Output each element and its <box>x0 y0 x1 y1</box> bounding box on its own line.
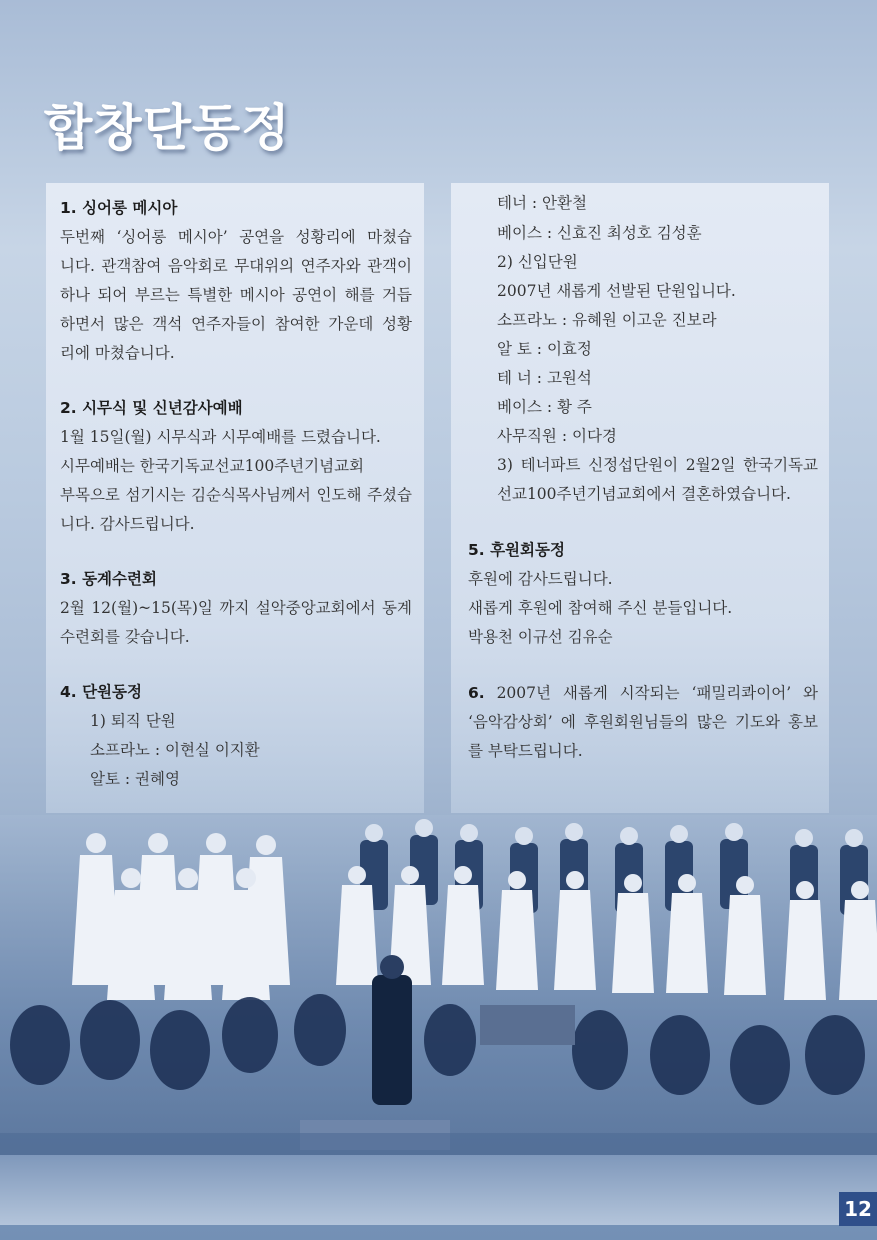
page-number: 12 <box>839 1192 877 1226</box>
text-line: 테 너 : 고원석 <box>497 369 592 387</box>
text-line: 니다. 관객참여 음악회로 무대위의 연주자와 관객이 <box>60 257 412 275</box>
section-heading-winter-retreat: 3. 동계수련회 <box>60 570 157 588</box>
text-line: 3) 테너파트 신정섭단원이 2월2일 한국기독교 <box>497 456 818 474</box>
text-line: 리에 마쳤습니다. <box>60 344 175 362</box>
text-span: 2007년 새롭게 시작되는 ‘패밀리콰이어’ 와 <box>484 684 818 702</box>
page-title: 합창단동정 <box>44 99 291 157</box>
text-line: 하면서 많은 객석 연주자들이 참여한 가운데 성황 <box>60 315 412 333</box>
text-line: 2007년 새롭게 선발된 단원입니다. <box>497 282 736 300</box>
text-line: 부목으로 섬기시는 김순식목사님께서 인도해 주셨습 <box>60 486 412 504</box>
text-line: 2) 신입단원 <box>497 253 578 271</box>
text-line: 사무직원 : 이다경 <box>497 427 617 445</box>
text-line: 2월 12(월)~15(목)일 까지 설악중앙교회에서 동계 <box>60 599 412 617</box>
text-line: 테너 : 안환철 <box>497 194 587 212</box>
text-line: 1월 15일(월) 시무식과 시무예배를 드렸습니다. <box>60 428 381 446</box>
text-line: 하나 되어 부르는 특별한 메시아 공연이 해를 거듭 <box>60 286 412 304</box>
text-line: 새롭게 후원에 참여해 주신 분들입니다. <box>468 599 733 617</box>
choir-orchestra-illustration <box>0 815 877 1225</box>
text-line: 니다. 감사드립니다. <box>60 515 195 533</box>
section-number-6: 6. <box>468 684 485 702</box>
text-line: 알 토 : 이효정 <box>497 340 592 358</box>
section-heading-supporters: 5. 후원회동정 <box>468 541 565 559</box>
text-line: 선교100주년기념교회에서 결혼하였습니다. <box>497 485 791 503</box>
text-line <box>468 683 818 703</box>
text-line: 시무예배는 한국기독교선교100주년기념교회 <box>60 457 365 475</box>
text-line: 베이스 : 신효진 최성호 김성훈 <box>497 224 702 242</box>
section-heading-opening-service: 2. 시무식 및 신년감사예배 <box>60 399 243 417</box>
text-line: 후원에 감사드립니다. <box>468 570 613 588</box>
text-line: 베이스 : 황 주 <box>497 398 592 416</box>
section-heading-member-news: 4. 단원동정 <box>60 683 142 701</box>
text-line: 1) 퇴직 단원 <box>90 712 176 730</box>
section-heading-singalong: 1. 싱어롱 메시아 <box>60 199 178 217</box>
text-line: 알토 : 권혜영 <box>90 770 180 788</box>
text-line: 소프라노 : 이현실 이지환 <box>90 741 260 759</box>
choir-orchestra-photo <box>0 815 877 1225</box>
text-line: 두번째 ‘싱어롱 메시아’ 공연을 성황리에 마쳤습 <box>60 228 412 246</box>
text-line: 소프라노 : 유혜원 이고운 진보라 <box>497 311 717 329</box>
text-line: 수련회를 갖습니다. <box>60 628 190 646</box>
text-line: 박용천 이규선 김유순 <box>468 628 613 646</box>
text-line: ‘음악감상회’ 에 후원회원님들의 많은 기도와 홍보 <box>468 713 818 731</box>
text-line: 를 부탁드립니다. <box>468 742 583 760</box>
